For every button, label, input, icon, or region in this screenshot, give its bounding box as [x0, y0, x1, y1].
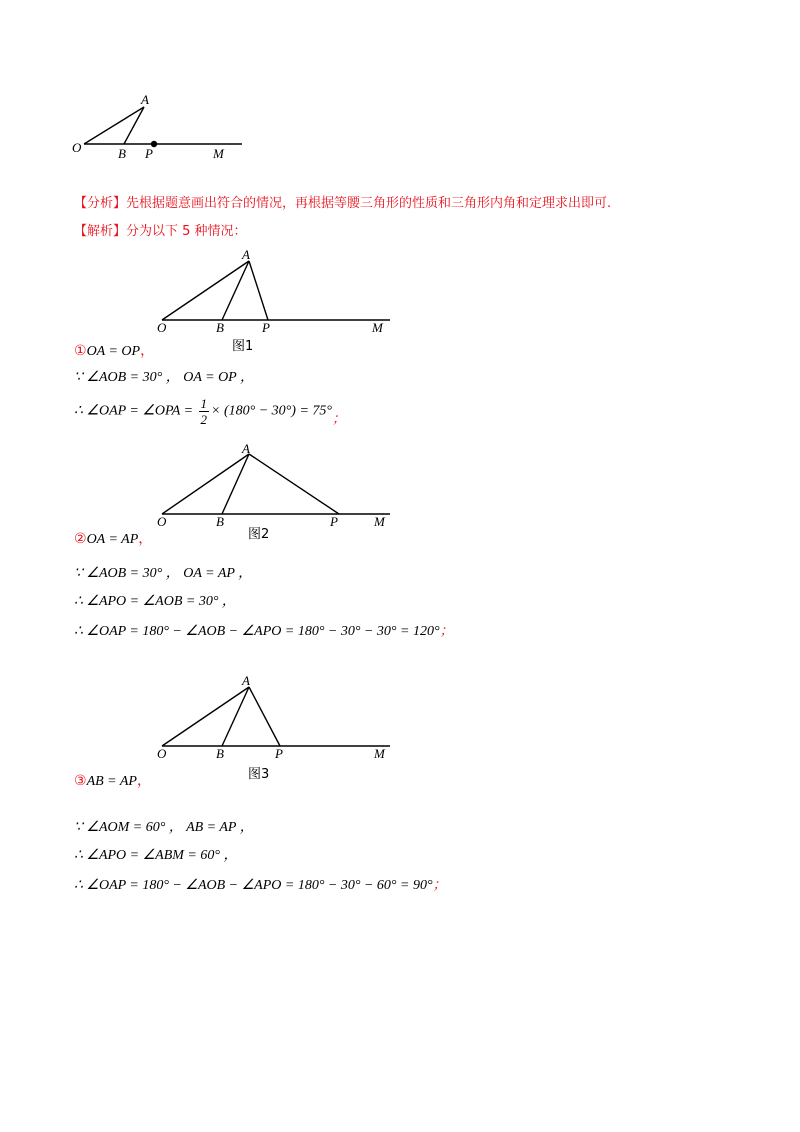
label-b: B: [216, 320, 224, 335]
case2-line1: ∵ ∠AOB = 30° ， OA = AP ，: [74, 566, 253, 581]
case3-condition-text: AB = AP: [86, 774, 137, 789]
solution-line: [74, 220, 247, 239]
label-o: O: [72, 140, 82, 155]
case2-line3-end: ；: [439, 624, 454, 639]
label-p: P: [145, 146, 153, 161]
case3-marker: ③: [74, 773, 87, 789]
case1-condition: [74, 340, 154, 360]
case1-marker: ①: [74, 343, 87, 359]
figure-0: [60, 88, 260, 168]
case1-line2-rhs: × (180° − 30°) = 75°: [211, 403, 332, 419]
case2-line3: [74, 620, 454, 640]
label-b: B: [118, 146, 126, 161]
label-a: A: [242, 441, 250, 456]
case1-line2-lhs: ∴ ∠OAP = ∠OPA =: [74, 403, 197, 419]
label-o: O: [157, 746, 167, 761]
label-m: M: [374, 514, 385, 529]
case2-condition-text: OA = AP: [86, 532, 139, 547]
label-a: A: [141, 92, 149, 107]
case2-line3-text: ∴ ∠OAP = 180° − ∠AOB − ∠APO = 180° − 30° − 30° = 120°: [74, 624, 440, 639]
segment-ap: [249, 454, 339, 514]
label-o: O: [157, 320, 167, 335]
case2-comma: ，: [138, 532, 153, 547]
analysis-line: [74, 192, 611, 211]
caption-figure-2: 图2: [248, 527, 270, 542]
segment-ap: [249, 261, 268, 320]
case3-line3: [74, 874, 447, 894]
case1-comma: ，: [140, 344, 155, 359]
case3-line2: ∴ ∠APO = ∠ABM = 60° ，: [74, 848, 238, 863]
label-m: M: [374, 746, 385, 761]
analysis-text: 先根据题意画出符合的情况，再根据等腰三角形的性质和三角形内角和定理求出即可.: [126, 196, 612, 211]
case1-line2: [74, 396, 346, 427]
fraction-numerator: 1: [200, 396, 208, 411]
analysis-tag: 【分析】: [74, 196, 127, 211]
figure-1: [150, 246, 410, 358]
case3-line1: ∵ ∠AOM = 60° ， AB = AP ，: [74, 820, 254, 835]
case1-line2-end: ；: [332, 411, 346, 427]
case1-condition-text: OA = OP: [86, 344, 141, 359]
fraction-one-half: [199, 396, 210, 427]
figure-2: [150, 440, 410, 544]
figure-3: [150, 672, 410, 784]
case2-line2: ∴ ∠APO = ∠AOB = 30° ，: [74, 594, 236, 609]
label-a: A: [242, 247, 250, 262]
fraction-denominator: 2: [200, 412, 208, 427]
label-m: M: [213, 146, 224, 161]
solution-text: 分为以下 5 种情况：: [126, 224, 247, 239]
case1-line1: ∵ ∠AOB = 30° ， OA = OP ，: [74, 370, 254, 385]
label-m: M: [372, 320, 383, 335]
case3-line3-end: ；: [432, 878, 447, 893]
caption-figure-3: 图3: [248, 767, 270, 782]
case3-comma: ，: [136, 774, 151, 789]
label-p: P: [262, 320, 270, 335]
label-b: B: [216, 746, 224, 761]
label-a: A: [242, 673, 250, 688]
label-b: B: [216, 514, 224, 529]
solution-tag: 【解析】: [74, 224, 127, 239]
label-p: P: [330, 514, 338, 529]
case3-line3-text: ∴ ∠OAP = 180° − ∠AOB − ∠APO = 180° − 30° − 60° = 90°: [74, 878, 433, 893]
segment-oa: [84, 107, 144, 144]
case3-condition: [74, 770, 151, 790]
caption-figure-1: 图1: [232, 339, 254, 354]
segment-ap: [249, 687, 280, 746]
case2-condition: [74, 528, 152, 548]
case2-marker: ②: [74, 531, 87, 547]
label-p: P: [275, 746, 283, 761]
label-o: O: [157, 514, 167, 529]
